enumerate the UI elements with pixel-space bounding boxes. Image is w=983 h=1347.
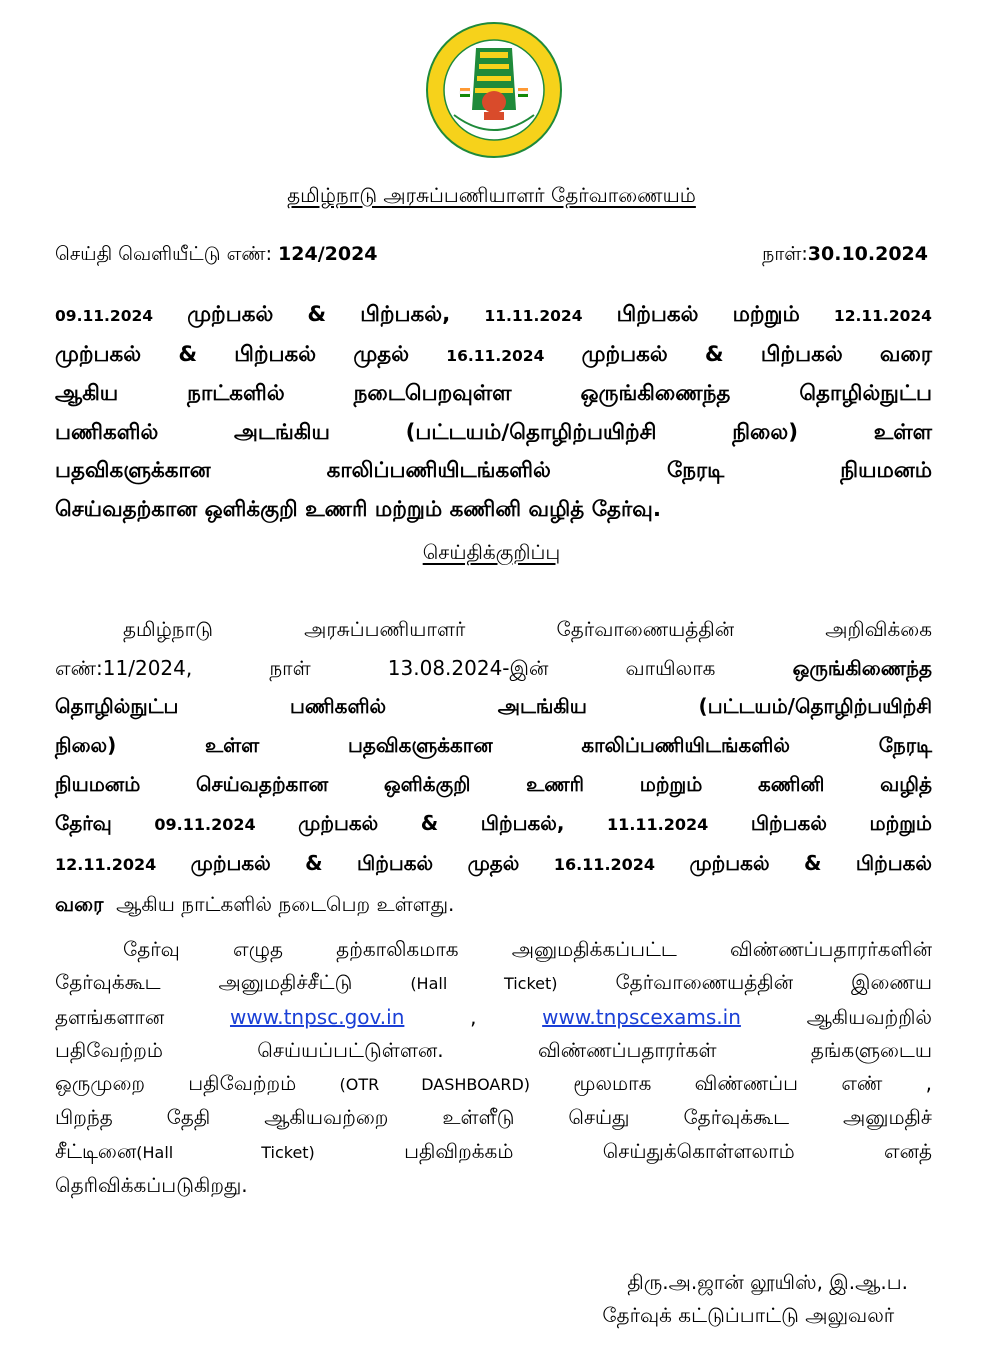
- release-date-label: நாள்:: [762, 243, 808, 265]
- tnpsc-exams-website-link[interactable]: www.tnpscexams.in: [542, 1004, 741, 1029]
- paragraph-line: நியமனம் செய்வதற்கான ஒளிக்குறி உணரி மற்றும் கணினி வழித்: [55, 771, 932, 796]
- headline-text: முற்பகல் & பிற்பகல்,: [187, 302, 485, 327]
- paragraph-bold-text: ஒருங்கிணைந்த: [792, 655, 932, 680]
- signatory-designation: தேர்வுக் கட்டுப்பாட்டு அலுவலர்: [602, 1303, 895, 1327]
- headline-block: [55, 296, 932, 530]
- release-number-block: [55, 243, 378, 268]
- paragraph-text: தேர்வாணையத்தின் இணைய: [615, 970, 933, 995]
- release-number-label: செய்தி வெளியீட்டு எண்:: [55, 243, 272, 265]
- paragraph-line: [55, 649, 932, 688]
- paragraph-text: ஆகிய நாட்களில் நடைபெற உள்ளது.: [116, 891, 455, 916]
- headline-line: [55, 296, 932, 336]
- release-number-value: 124/2024: [278, 243, 378, 265]
- paragraph-bold-text: முற்பகல் & பிற்பகல்: [689, 851, 932, 876]
- paragraph-line: [55, 885, 932, 924]
- hall-ticket-label: (Hall Ticket): [410, 974, 558, 994]
- otr-dashboard-label: (OTR DASHBOARD): [339, 1075, 531, 1095]
- organisation-title: தமிழ்நாடு அரசுப்பணியாளர் தேர்வாணையம்: [287, 183, 696, 207]
- paragraph-text: தளங்களான: [55, 1004, 165, 1029]
- signatory-name: திரு.அ.ஜான் லூயிஸ், இ.ஆ.ப.: [627, 1270, 908, 1294]
- paragraph-text: சீட்டினை: [55, 1138, 137, 1163]
- release-date-block: [762, 243, 928, 268]
- notice-paragraph-2: [55, 933, 932, 1202]
- exam-date: 11.11.2024: [607, 814, 709, 834]
- paragraph-line: [55, 1067, 932, 1101]
- paragraph-line: [55, 966, 932, 1000]
- paragraph-line: [55, 804, 932, 845]
- paragraph-text: ஒருமுறை பதிவேற்றம்: [55, 1071, 297, 1096]
- exam-date: 12.11.2024: [55, 855, 157, 875]
- paragraph-text: தேர்வுக்கூட அனுமதிச்சீட்டு: [55, 970, 353, 995]
- tnpsc-website-link[interactable]: www.tnpsc.gov.in: [229, 1004, 405, 1029]
- headline-date: 16.11.2024: [446, 346, 545, 365]
- comma-separator: ,: [470, 1004, 477, 1029]
- headline-line: பணிகளில் அடங்கிய (பட்டயம்/தொழிற்பயிற்சி நிலை) உள்ள: [55, 419, 932, 445]
- paragraph-line: [55, 844, 932, 885]
- paragraph-bold-text: முற்பகல் & பிற்பகல் முதல்: [190, 851, 520, 876]
- paragraph-line: தேர்வு எழுத தற்காலிகமாக அனுமதிக்கப்பட்ட விண்ணப்பதாரர்களின்: [123, 937, 932, 961]
- headline-line: பதவிகளுக்கான காலிப்பணியிடங்களில் நேரடி நியமனம்: [55, 458, 932, 484]
- signature-block: [602, 1266, 908, 1332]
- headline-line: [55, 336, 932, 376]
- paragraph-bold-text: பிற்பகல் மற்றும்: [750, 810, 933, 835]
- paragraph-bold-text: தேர்வு: [55, 810, 112, 835]
- exam-date: 16.11.2024: [553, 855, 656, 875]
- tamil-nadu-emblem-icon: [424, 20, 564, 160]
- paragraph-line: [55, 1135, 932, 1169]
- paragraph-line: நிலை) உள்ள பதவிகளுக்கான காலிப்பணியிடங்களில் நேரடி: [55, 733, 932, 758]
- hall-ticket-label: (Hall Ticket): [136, 1142, 315, 1162]
- headline-text: பிற்பகல் மற்றும்: [616, 302, 800, 327]
- paragraph-bold-text: வரை: [55, 891, 104, 916]
- paragraph-line: தமிழ்நாடு அரசுப்பணியாளர் தேர்வாணையத்தின் அறிவிக்கை: [123, 617, 932, 641]
- paragraph-line: பிறந்த தேதி ஆகியவற்றை உள்ளீடு செய்து தேர்வுக்கூட அனுமதிச்: [55, 1105, 932, 1130]
- paragraph-line: தொழில்நுட்ப பணிகளில் அடங்கிய (பட்டயம்/தொழிற்பயிற்சி: [55, 694, 932, 719]
- section-title: செய்திக்குறிப்பு: [422, 540, 561, 564]
- paragraph-text: எண்:11/2024, நாள் 13.08.2024-இன் வாயிலாக: [55, 655, 716, 680]
- paragraph-line: [55, 1001, 932, 1034]
- headline-text: முற்பகல் & பிற்பகல் முதல்: [55, 341, 410, 367]
- notice-paragraph-1: [55, 610, 932, 924]
- paragraph-bold-text: முற்பகல் & பிற்பகல்,: [298, 810, 565, 835]
- headline-line: செய்வதற்கான ஒளிக்குறி உணரி மற்றும் கணினி வழித் தேர்வு.: [55, 496, 662, 522]
- paragraph-line: பதிவேற்றம் செய்யப்பட்டுள்ளன. விண்ணப்பதாரர்கள் தங்களுடைய: [55, 1037, 932, 1062]
- exam-date: 09.11.2024: [154, 814, 256, 834]
- paragraph-text: மூலமாக விண்ணப்ப எண் ,: [573, 1071, 932, 1096]
- release-date-value: 30.10.2024: [807, 243, 928, 265]
- headline-date: 09.11.2024: [55, 307, 154, 325]
- headline-date: 12.11.2024: [833, 307, 932, 325]
- headline-date: 11.11.2024: [484, 307, 583, 325]
- paragraph-text: ஆகியவற்றில்: [806, 1004, 932, 1029]
- paragraph-text: பதிவிறக்கம் செய்துக்கொள்ளலாம் எனத்: [404, 1138, 933, 1163]
- headline-line: ஆகிய நாட்களில் நடைபெறவுள்ள ஒருங்கிணைந்த தொழில்நுட்ப: [55, 381, 932, 407]
- paragraph-line: தெரிவிக்கப்படுகிறது.: [55, 1173, 248, 1198]
- headline-text: முற்பகல் & பிற்பகல் வரை: [581, 341, 932, 367]
